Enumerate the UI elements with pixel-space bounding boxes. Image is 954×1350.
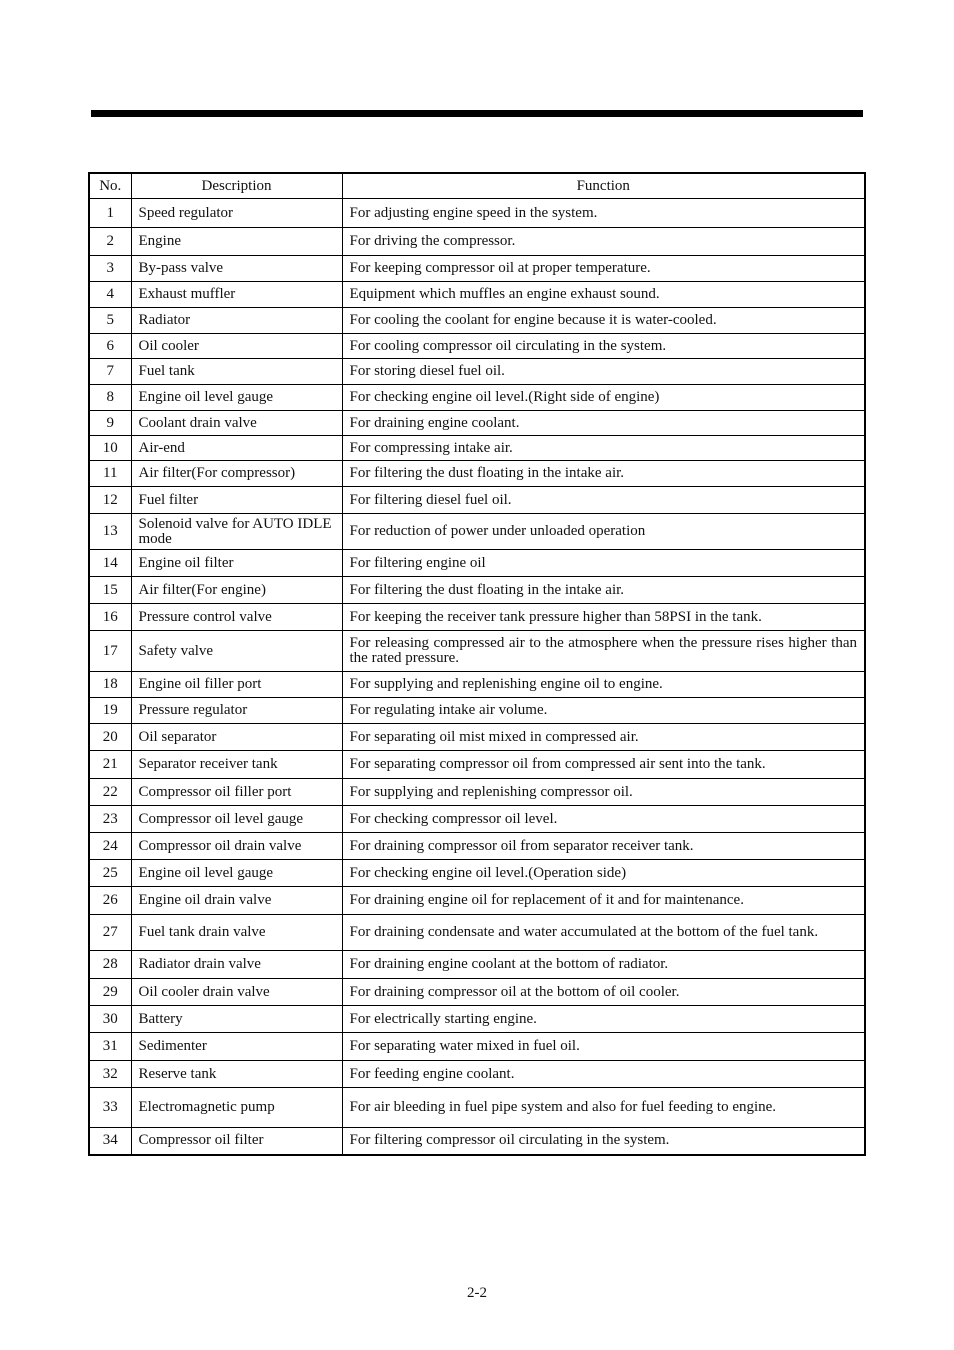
row-number: 7 [89, 359, 131, 385]
row-number: 9 [89, 411, 131, 436]
table-row [89, 979, 865, 1006]
row-number: 28 [89, 951, 131, 979]
row-number: 13 [89, 514, 131, 550]
table-header-row [89, 173, 865, 199]
row-number: 32 [89, 1061, 131, 1088]
row-function: For air bleeding in fuel pipe system and also for fuel feeding to engine. [342, 1088, 865, 1128]
row-number: 16 [89, 604, 131, 631]
table-row [89, 256, 865, 282]
table-row [89, 806, 865, 833]
table-row [89, 751, 865, 779]
row-function: For filtering compressor oil circulating in the system. [342, 1128, 865, 1155]
row-number: 20 [89, 724, 131, 751]
row-number: 31 [89, 1033, 131, 1061]
table-row [89, 887, 865, 915]
row-function: For checking compressor oil level. [342, 806, 865, 833]
header-description: Description [131, 173, 342, 199]
table-row [89, 487, 865, 514]
row-description: Engine oil level gauge [131, 860, 342, 887]
parts-table [88, 172, 866, 1156]
table-row [89, 1128, 865, 1155]
row-function: For draining compressor oil from separator receiver tank. [342, 833, 865, 860]
row-function: For filtering the dust floating in the intake air. [342, 461, 865, 487]
row-function: For draining engine coolant at the bottom of radiator. [342, 951, 865, 979]
table-row [89, 199, 865, 228]
table-row [89, 1061, 865, 1088]
row-function: For filtering the dust floating in the intake air. [342, 577, 865, 604]
row-number: 10 [89, 436, 131, 461]
row-description: Battery [131, 1006, 342, 1033]
row-description: Oil cooler drain valve [131, 979, 342, 1006]
row-number: 8 [89, 385, 131, 411]
row-description: Compressor oil level gauge [131, 806, 342, 833]
row-function: For draining engine coolant. [342, 411, 865, 436]
row-description: Engine oil level gauge [131, 385, 342, 411]
table-row [89, 359, 865, 385]
row-number: 17 [89, 631, 131, 672]
row-function: For filtering engine oil [342, 550, 865, 577]
row-function: For driving the compressor. [342, 228, 865, 256]
row-number: 24 [89, 833, 131, 860]
table-row [89, 436, 865, 461]
row-function: For reduction of power under unloaded operation [342, 514, 865, 550]
row-description: Electromagnetic pump [131, 1088, 342, 1128]
row-function: Equipment which muffles an engine exhaust sound. [342, 282, 865, 308]
row-description: Air-end [131, 436, 342, 461]
row-function: For draining engine oil for replacement of it and for maintenance. [342, 887, 865, 915]
row-number: 14 [89, 550, 131, 577]
row-function: For supplying and replenishing compressor oil. [342, 779, 865, 806]
row-description: Separator receiver tank [131, 751, 342, 779]
row-description: Air filter(For engine) [131, 577, 342, 604]
row-function: For releasing compressed air to the atmosphere when the pressure rises higher than the rated pressure. [342, 631, 865, 672]
row-description: Coolant drain valve [131, 411, 342, 436]
row-function: For adjusting engine speed in the system. [342, 199, 865, 228]
row-description: Safety valve [131, 631, 342, 672]
table-row [89, 915, 865, 951]
row-description: Radiator drain valve [131, 951, 342, 979]
table-row [89, 550, 865, 577]
row-function: For draining compressor oil at the bottom of oil cooler. [342, 979, 865, 1006]
row-description: Radiator [131, 308, 342, 334]
row-description: Reserve tank [131, 1061, 342, 1088]
table-row [89, 833, 865, 860]
row-number: 21 [89, 751, 131, 779]
header-rule [91, 110, 863, 117]
row-function: For draining condensate and water accumulated at the bottom of the fuel tank. [342, 915, 865, 951]
row-number: 30 [89, 1006, 131, 1033]
row-number: 33 [89, 1088, 131, 1128]
row-description: Solenoid valve for AUTO IDLE mode [131, 514, 342, 550]
row-function: For cooling compressor oil circulating in the system. [342, 334, 865, 359]
table-row [89, 1033, 865, 1061]
table-row [89, 724, 865, 751]
row-number: 26 [89, 887, 131, 915]
table-row [89, 951, 865, 979]
header-function: Function [342, 173, 865, 199]
header-no: No. [89, 173, 131, 199]
row-number: 25 [89, 860, 131, 887]
table-row [89, 411, 865, 436]
table-row [89, 577, 865, 604]
row-function: For feeding engine coolant. [342, 1061, 865, 1088]
table-row [89, 631, 865, 672]
row-description: Exhaust muffler [131, 282, 342, 308]
table-row [89, 1088, 865, 1128]
row-number: 18 [89, 672, 131, 698]
row-description: Engine oil drain valve [131, 887, 342, 915]
row-number: 19 [89, 698, 131, 724]
row-description: Engine [131, 228, 342, 256]
row-function: For checking engine oil level.(Right side of engine) [342, 385, 865, 411]
row-description: Engine oil filter [131, 550, 342, 577]
row-number: 6 [89, 334, 131, 359]
row-function: For storing diesel fuel oil. [342, 359, 865, 385]
row-function: For filtering diesel fuel oil. [342, 487, 865, 514]
row-function: For separating oil mist mixed in compressed air. [342, 724, 865, 751]
table-row [89, 461, 865, 487]
row-description: Compressor oil filter [131, 1128, 342, 1155]
row-number: 15 [89, 577, 131, 604]
row-description: Air filter(For compressor) [131, 461, 342, 487]
row-number: 34 [89, 1128, 131, 1155]
row-number: 22 [89, 779, 131, 806]
table-row [89, 308, 865, 334]
row-description: Oil separator [131, 724, 342, 751]
row-function: For separating compressor oil from compressed air sent into the tank. [342, 751, 865, 779]
row-number: 1 [89, 199, 131, 228]
row-description: Oil cooler [131, 334, 342, 359]
row-description: Pressure control valve [131, 604, 342, 631]
row-function: For cooling the coolant for engine because it is water-cooled. [342, 308, 865, 334]
row-function: For electrically starting engine. [342, 1006, 865, 1033]
row-function: For keeping compressor oil at proper temperature. [342, 256, 865, 282]
row-function: For regulating intake air volume. [342, 698, 865, 724]
row-function: For compressing intake air. [342, 436, 865, 461]
row-number: 11 [89, 461, 131, 487]
row-number: 2 [89, 228, 131, 256]
row-number: 3 [89, 256, 131, 282]
row-description: Fuel tank [131, 359, 342, 385]
table-row [89, 779, 865, 806]
row-description: Pressure regulator [131, 698, 342, 724]
row-function: For supplying and replenishing engine oil to engine. [342, 672, 865, 698]
row-number: 4 [89, 282, 131, 308]
table-row [89, 514, 865, 550]
table-row [89, 1006, 865, 1033]
table-row [89, 604, 865, 631]
row-number: 29 [89, 979, 131, 1006]
table-row [89, 282, 865, 308]
row-description: Sedimenter [131, 1033, 342, 1061]
page-number: 2-2 [467, 1285, 487, 1301]
row-function: For separating water mixed in fuel oil. [342, 1033, 865, 1061]
table-row [89, 698, 865, 724]
row-description: Fuel tank drain valve [131, 915, 342, 951]
row-function: For keeping the receiver tank pressure higher than 58PSI in the tank. [342, 604, 865, 631]
table-row [89, 334, 865, 359]
table-row [89, 860, 865, 887]
row-description: Compressor oil filler port [131, 779, 342, 806]
row-number: 5 [89, 308, 131, 334]
row-description: By-pass valve [131, 256, 342, 282]
row-number: 12 [89, 487, 131, 514]
row-number: 23 [89, 806, 131, 833]
row-function: For checking engine oil level.(Operation side) [342, 860, 865, 887]
row-description: Compressor oil drain valve [131, 833, 342, 860]
table-row [89, 672, 865, 698]
row-description: Fuel filter [131, 487, 342, 514]
row-description: Speed regulator [131, 199, 342, 228]
row-description: Engine oil filler port [131, 672, 342, 698]
row-number: 27 [89, 915, 131, 951]
table-row [89, 385, 865, 411]
table-row [89, 228, 865, 256]
